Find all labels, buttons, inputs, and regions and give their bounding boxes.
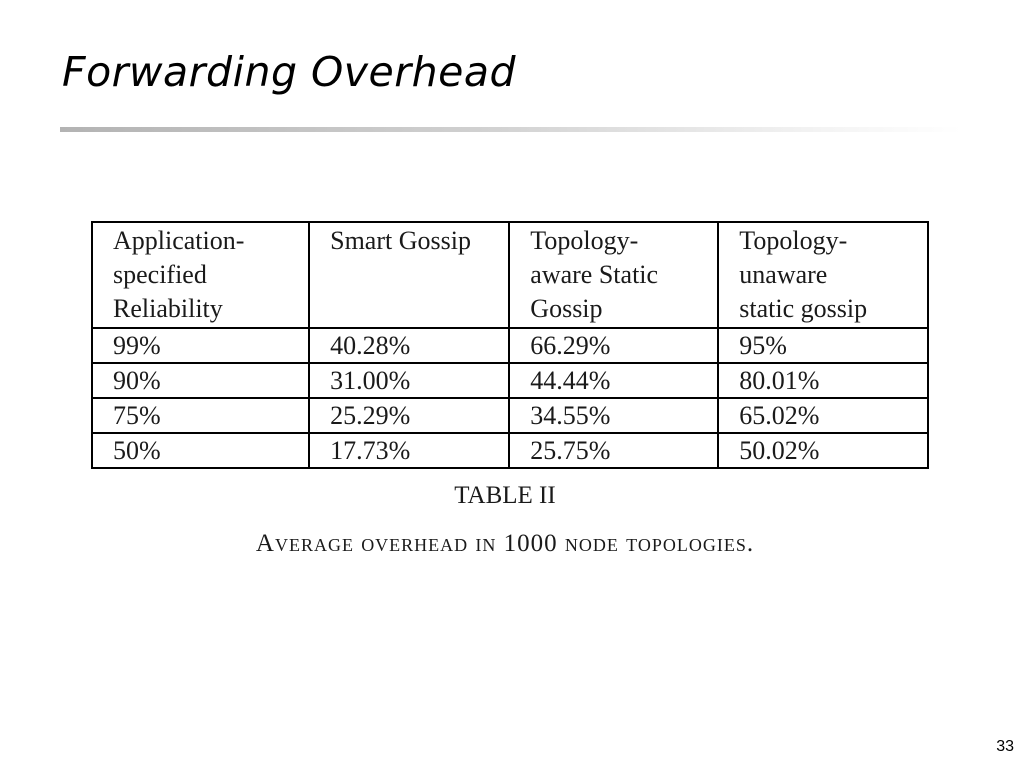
table-row xyxy=(92,363,928,398)
table-header-row xyxy=(92,222,928,328)
table-cell: 65.02% xyxy=(718,398,928,433)
header-smart-gossip: Smart Gossip xyxy=(309,222,509,328)
table-cell: 99% xyxy=(92,328,309,363)
table-caption-text: Average overhead in 1000 node topologies. xyxy=(255,530,755,557)
table-cell: 80.01% xyxy=(718,363,928,398)
table-row xyxy=(92,398,928,433)
table-cell: 90% xyxy=(92,363,309,398)
table-cell: 40.28% xyxy=(309,328,509,363)
header-topology-unaware-static-gossip: Topology- unaware static gossip xyxy=(718,222,928,328)
table-cell: 50.02% xyxy=(718,433,928,468)
table-caption-label: TABLE II xyxy=(454,482,556,509)
title-divider xyxy=(60,127,962,132)
table-cell: 44.44% xyxy=(509,363,718,398)
table-cell: 95% xyxy=(718,328,928,363)
header-reliability: Application- specified Reliability xyxy=(92,222,309,328)
table-cell: 34.55% xyxy=(509,398,718,433)
overhead-table xyxy=(91,221,929,469)
slide-title: Forwarding Overhead xyxy=(62,48,516,96)
table-cell: 75% xyxy=(92,398,309,433)
table-row xyxy=(92,433,928,468)
table-row xyxy=(92,328,928,363)
table-cell: 25.29% xyxy=(309,398,509,433)
table-cell: 25.75% xyxy=(509,433,718,468)
table-cell: 31.00% xyxy=(309,363,509,398)
table-cell: 17.73% xyxy=(309,433,509,468)
table-cell: 66.29% xyxy=(509,328,718,363)
header-topology-aware-static-gossip: Topology- aware Static Gossip xyxy=(509,222,718,328)
table-cell: 50% xyxy=(92,433,309,468)
page-number: 33 xyxy=(996,738,1014,755)
